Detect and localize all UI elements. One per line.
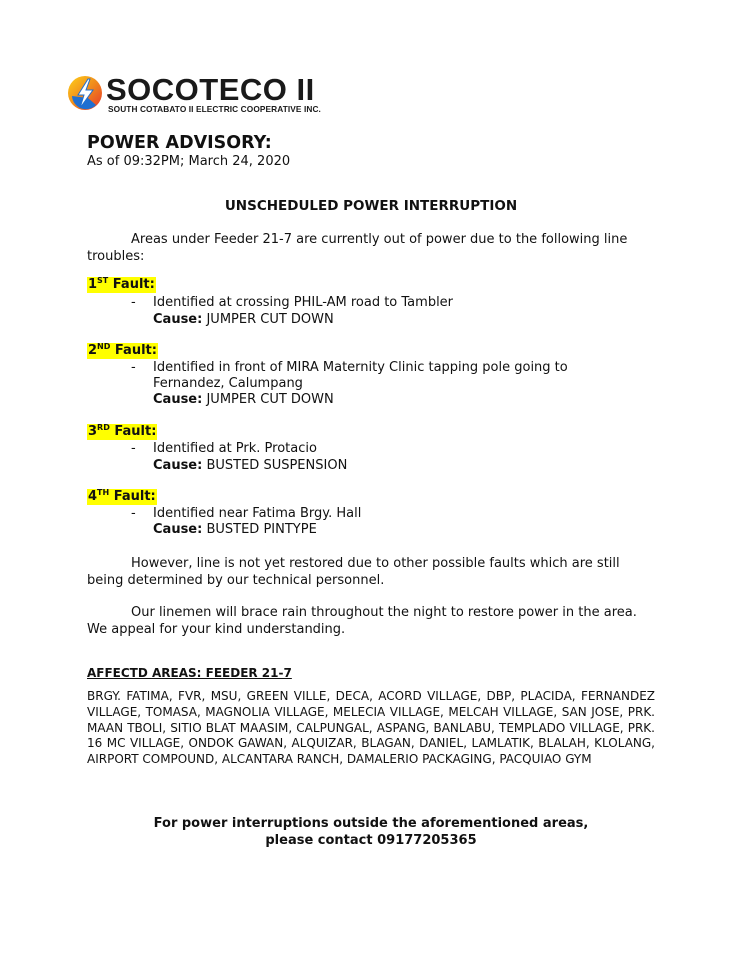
- fault-1-cause: [153, 312, 334, 328]
- contact-line-1: For power interruptions outside the aforementioned areas,: [153, 816, 589, 831]
- fault-4-number: 4: [88, 489, 98, 504]
- fault-1-bullet: -: [131, 295, 136, 310]
- lightning-bolt-logo-icon: [66, 74, 104, 112]
- fault-1-label-text: Fault:: [112, 277, 155, 292]
- fault-1-location: Identified at crossing PHIL-AM road to Tambler: [153, 295, 454, 310]
- fault-4-cause-label: Cause:: [153, 522, 203, 537]
- fault-3-label: [87, 424, 157, 440]
- advisory-title: POWER ADVISORY:: [87, 133, 272, 153]
- fault-2-location: Identified in front of MIRA Maternity Clinic tapping pole going to: [153, 360, 568, 375]
- company-logo: [66, 74, 346, 114]
- fault-3-cause-label: Cause:: [153, 458, 203, 473]
- fault-4-label: [87, 489, 157, 505]
- advisory-date: As of 09:32PM; March 24, 2020: [87, 154, 291, 169]
- fault-4-cause: [153, 522, 317, 538]
- fault-3-suffix: RD: [97, 423, 110, 432]
- logo-subtitle: SOUTH COTABATO II ELECTRIC COOPERATIVE INC.: [108, 104, 321, 114]
- fault-4-cause-value: BUSTED PINTYPE: [206, 522, 317, 537]
- fault-1-cause-value: JUMPER CUT DOWN: [206, 312, 334, 327]
- fault-1-number: 1: [88, 277, 98, 292]
- fault-2-cause-value: JUMPER CUT DOWN: [206, 392, 334, 407]
- intro-paragraph: Areas under Feeder 21-7 are currently out of power due to the following line troubles:: [87, 232, 628, 264]
- fault-4-label-text: Fault:: [113, 489, 156, 504]
- fault-2-suffix: ND: [97, 342, 111, 351]
- appeal-paragraph: Our linemen will brace rain throughout the night to restore power in the area. We appeal for your kind understanding.: [87, 605, 637, 637]
- fault-2-label-text: Fault:: [114, 343, 157, 358]
- fault-1-suffix: ST: [97, 276, 109, 285]
- affected-areas-heading: AFFECTD AREAS: FEEDER 21-7: [87, 666, 292, 680]
- fault-3-label-text: Fault:: [114, 424, 157, 439]
- fault-4-suffix: TH: [97, 488, 110, 497]
- affected-areas-list: BRGY. FATIMA, FVR, MSU, GREEN VILLE, DECA, ACORD VILLAGE, DBP, PLACIDA, FERNANDEZ VILLAGE, TOMASA, MAGNOLIA VILLAGE, MELECIA VILLAGE, MELCAH VILLAGE, SAN JOSE, PRK. MAAN TBOLI, SITIO BLAT MAASIM, CALPUNGAL, ASPANG, BANLABU, TEMPLADO VILLAGE, PRK. 16 MC VILLAGE, ONDOK GAWAN, ALQUIZAR, BLAGAN, DANIEL, LAMLATIK, BLALAH, KLOLANG, AIRPORT COMPOUND, ALCANTARA RANCH, DAMALERIO PACKAGING, PACQUIAO GYM: [87, 689, 655, 767]
- fault-2-number: 2: [88, 343, 98, 358]
- fault-4-location: Identified near Fatima Brgy. Hall: [153, 506, 362, 521]
- fault-4-bullet: -: [131, 506, 136, 521]
- fault-1-cause-label: Cause:: [153, 312, 203, 327]
- fault-2-cause: [153, 392, 334, 408]
- contact-line-2: please contact 09177205365: [265, 833, 477, 848]
- contact-footer: [0, 815, 742, 849]
- fault-3-location: Identified at Prk. Protacio: [153, 441, 317, 456]
- logo-name: SOCOTECO II: [106, 72, 315, 107]
- fault-1-label: [87, 277, 156, 293]
- status-paragraph: However, line is not yet restored due to other possible faults which are still being determined by our technical personnel.: [87, 556, 620, 588]
- advisory-heading: UNSCHEDULED POWER INTERRUPTION: [224, 198, 518, 214]
- fault-2-label: [87, 343, 158, 359]
- fault-2-location-cont: Fernandez, Calumpang: [153, 376, 303, 391]
- fault-2-cause-label: Cause:: [153, 392, 203, 407]
- fault-3-number: 3: [88, 424, 98, 439]
- fault-3-cause: [153, 458, 347, 474]
- fault-2-bullet: -: [131, 360, 136, 375]
- fault-3-cause-value: BUSTED SUSPENSION: [206, 458, 348, 473]
- fault-3-bullet: -: [131, 441, 136, 456]
